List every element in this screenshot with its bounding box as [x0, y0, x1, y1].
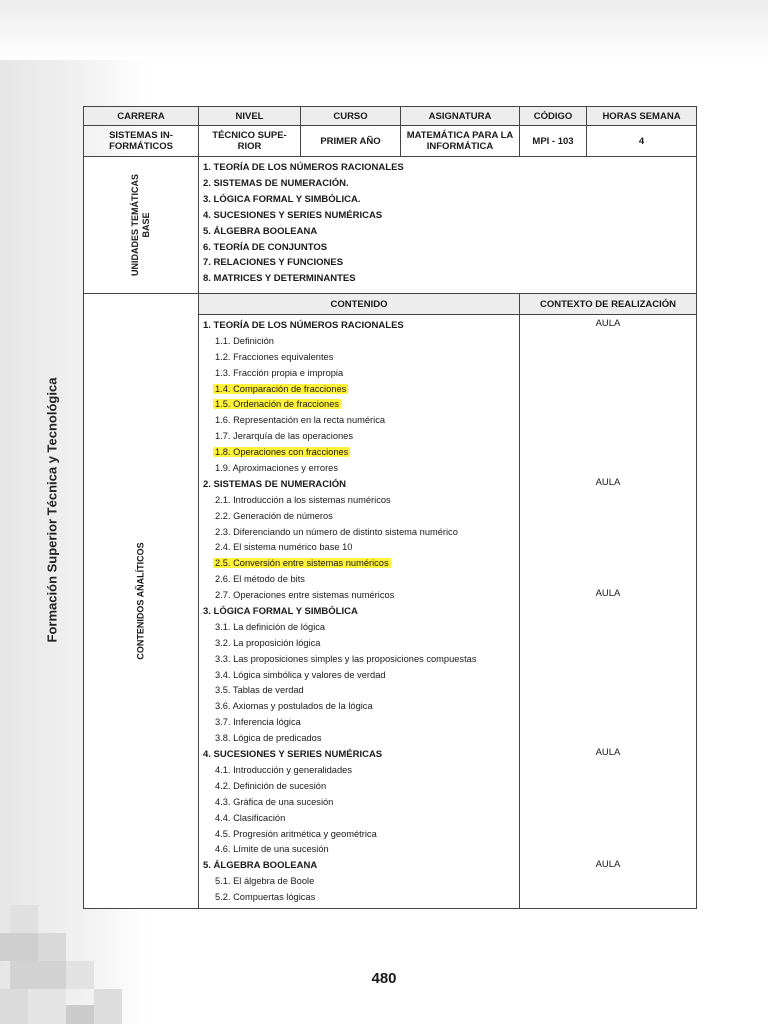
value-asignatura: MATEMÁTICA PARA LA INFORMÁTICA [401, 126, 520, 157]
unidad-item: 8. MATRICES Y DETERMINANTES [203, 273, 356, 285]
content-item: 2.2. Generación de números [215, 510, 333, 521]
content-item: 3.8. Lógica de predicados [215, 733, 322, 744]
contenido-header-row [84, 294, 697, 315]
content-item: 1.9. Aproximaciones y errores [215, 463, 338, 474]
values-row [84, 126, 697, 157]
unidad-item: 3. LÓGICA FORMAL Y SIMBÓLICA. [203, 193, 361, 205]
unidades-row [84, 157, 697, 294]
content-item: 2.1. Introducción a los sistemas numéricos [215, 494, 391, 505]
curriculum-table [83, 106, 697, 909]
content-item: 3.1. La definición de lógica [215, 621, 326, 632]
content-item: 4.4. Clasificación [215, 812, 286, 823]
unidades-list [199, 157, 697, 294]
content-item: 2.6. El método de bits [215, 574, 305, 585]
unidad-item: 6. TEORÍA DE CONJUNTOS [203, 241, 328, 253]
value-nivel: TÉCNICO SUPE- RIOR [199, 126, 301, 157]
content-item: 4.2. Definición de sucesión [215, 780, 327, 791]
content-item: 1.3. Fracción propia e impropia [215, 367, 344, 378]
content-item: 3.5. Tablas de verdad [215, 685, 304, 696]
header-curso: CURSO [301, 107, 401, 126]
contenidos-label: CONTENIDOS AÑALÍTICOS [135, 542, 146, 660]
content-item: 2.5. Conversión entre sistemas numéricos [215, 558, 389, 569]
header-codigo: CÓDIGO [520, 107, 587, 126]
content-item: 3.6. Axiomas y postulados de la lógica [215, 701, 373, 712]
contexto-item: AULA [595, 477, 621, 488]
side-title: Formación Superior Técnica y Tecnológica [44, 377, 60, 643]
content-item: 4.5. Progresión aritmética y geométrica [215, 828, 377, 839]
contenido-header: CONTENIDO [199, 294, 520, 315]
content-section: 2. SISTEMAS DE NUMERACIÓN [203, 478, 347, 490]
content-item: 1.2. Fracciones equivalentes [215, 351, 334, 362]
header-row [84, 107, 697, 126]
header-carrera: CARRERA [84, 107, 199, 126]
header-nivel: NIVEL [199, 107, 301, 126]
contenido-list [199, 315, 520, 909]
contenidos-label-cell [84, 294, 199, 909]
content-item: 2.3. Diferenciando un número de distinto sistema numérico [215, 526, 458, 537]
unidad-item: 2. SISTEMAS DE NUMERACIÓN. [203, 177, 349, 189]
content-section: 5. ÁLGEBRA BOOLEANA [203, 860, 318, 872]
background-top [0, 0, 768, 60]
content-item: 3.3. Las proposiciones simples y las proposiciones compuestas [215, 653, 477, 664]
value-curso: PRIMER AÑO [301, 126, 401, 157]
contexto-header: CONTEXTO DE REALIZACIÓN [520, 294, 697, 315]
page-number: 480 [371, 970, 397, 987]
unidad-item: 7. RELACIONES Y FUNCIONES [203, 257, 344, 269]
content-item: 1.5. Ordenación de fracciones [215, 399, 340, 410]
content-item: 4.1. Introducción y generalidades [215, 764, 352, 775]
unidad-item: 4. SUCESIONES Y SERIES NUMÉRICAS [203, 209, 383, 221]
content-item: 4.3. Gráfica de una sucesión [215, 796, 334, 807]
contexto-item: AULA [595, 858, 621, 870]
value-codigo: MPI - 103 [520, 126, 587, 157]
content-item: 3.2. La proposición lógica [215, 637, 321, 648]
content-item: 2.7. Operaciones entre sistemas numéricos [215, 590, 395, 601]
content-item: 3.7. Inferencia lógica [215, 717, 301, 728]
content-section: 4. SUCESIONES Y SERIES NUMÉRICAS [203, 749, 383, 761]
content-item: 1.1. Definición [215, 335, 274, 346]
header-asignatura: ASIGNATURA [401, 107, 520, 126]
contexto-item: AULA [595, 588, 621, 600]
content-item: 4.6. Límite de una sucesión [215, 844, 329, 855]
unidades-label-cell [84, 157, 199, 294]
content-item: 3.4. Lógica simbólica y valores de verdad [215, 669, 386, 680]
content-item: 1.4. Comparación de fracciones [215, 383, 347, 394]
value-carrera: SISTEMAS IN- FORMÁTICOS [84, 126, 199, 157]
contexto-item: AULA [595, 318, 621, 329]
content-item: 5.1. El álgebra de Boole [215, 876, 315, 887]
content-section: 3. LÓGICA FORMAL Y SIMBÓLICA [203, 606, 358, 618]
unidad-item: 1. TEORÍA DE LOS NÚMEROS RACIONALES [203, 162, 404, 173]
content-item: 5.2. Compuertas lógicas [215, 892, 316, 903]
content-item: 2.4. El sistema numérico base 10 [215, 542, 353, 553]
unidad-item: 5. ÁLGEBRA BOOLEANA [203, 225, 318, 237]
contexto-list [520, 315, 697, 909]
contexto-item: AULA [595, 747, 621, 759]
value-horas: 4 [587, 126, 697, 157]
content-item: 1.7. Jerarquía de las operaciones [215, 431, 353, 442]
content-item: 1.6. Representación en la recta numérica [215, 415, 386, 426]
content-item: 1.8. Operaciones con fracciones [215, 447, 349, 458]
unidades-label: UNIDADES TEMÁTICAS BASE [130, 173, 151, 277]
header-horas: HORAS SEMANA [587, 107, 697, 126]
content-section: 1. TEORÍA DE LOS NÚMEROS RACIONALES [203, 320, 404, 331]
